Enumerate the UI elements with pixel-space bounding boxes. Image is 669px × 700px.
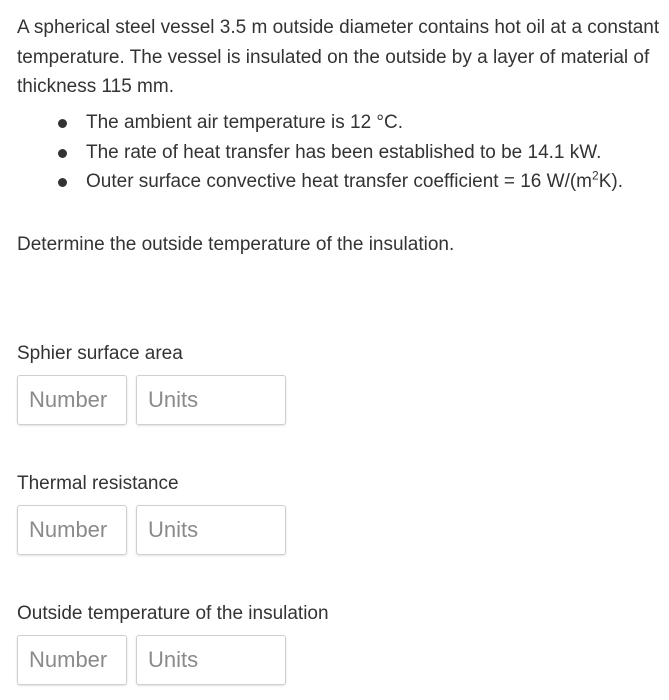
ambient-temperature-text: The ambient air temperature is 12 °C.	[86, 112, 404, 133]
list-item	[58, 138, 658, 168]
convective-coefficient-tail: K).	[598, 171, 623, 192]
list-item	[58, 167, 658, 197]
convective-coefficient-text: Outer surface convective heat transfer coefficient = 16 W/(m	[86, 171, 593, 192]
problem-intro: A spherical steel vessel 3.5 m outside diameter contains hot oil at a constant temperature. The vessel is insulated on the outside by a layer of material of thickness 115 mm.	[17, 17, 660, 97]
bullet-icon	[58, 119, 67, 128]
bullet-icon	[58, 149, 67, 158]
surface-area-units-input[interactable]: Units	[136, 375, 286, 425]
heat-transfer-rate-text: The rate of heat transfer has been established to be 14.1 kW.	[86, 141, 602, 163]
list-item	[58, 108, 658, 138]
outside-temperature-number-input[interactable]: Number	[17, 635, 127, 685]
outside-temperature-units-input[interactable]: Units	[136, 635, 286, 685]
bullet-icon	[58, 178, 67, 187]
outside-temperature-label: Outside temperature of the insulation	[17, 603, 329, 624]
thermal-resistance-units-input[interactable]: Units	[136, 505, 286, 555]
thermal-resistance-number-input[interactable]: Number	[17, 505, 127, 555]
thermal-resistance-label: Thermal resistance	[17, 473, 179, 494]
surface-area-label: Sphier surface area	[17, 343, 183, 364]
exponent-superscript: 2	[592, 168, 599, 183]
given-conditions-list	[58, 108, 658, 197]
surface-area-number-input[interactable]: Number	[17, 375, 127, 425]
question-text: Determine the outside temperature of the insulation.	[17, 234, 455, 255]
